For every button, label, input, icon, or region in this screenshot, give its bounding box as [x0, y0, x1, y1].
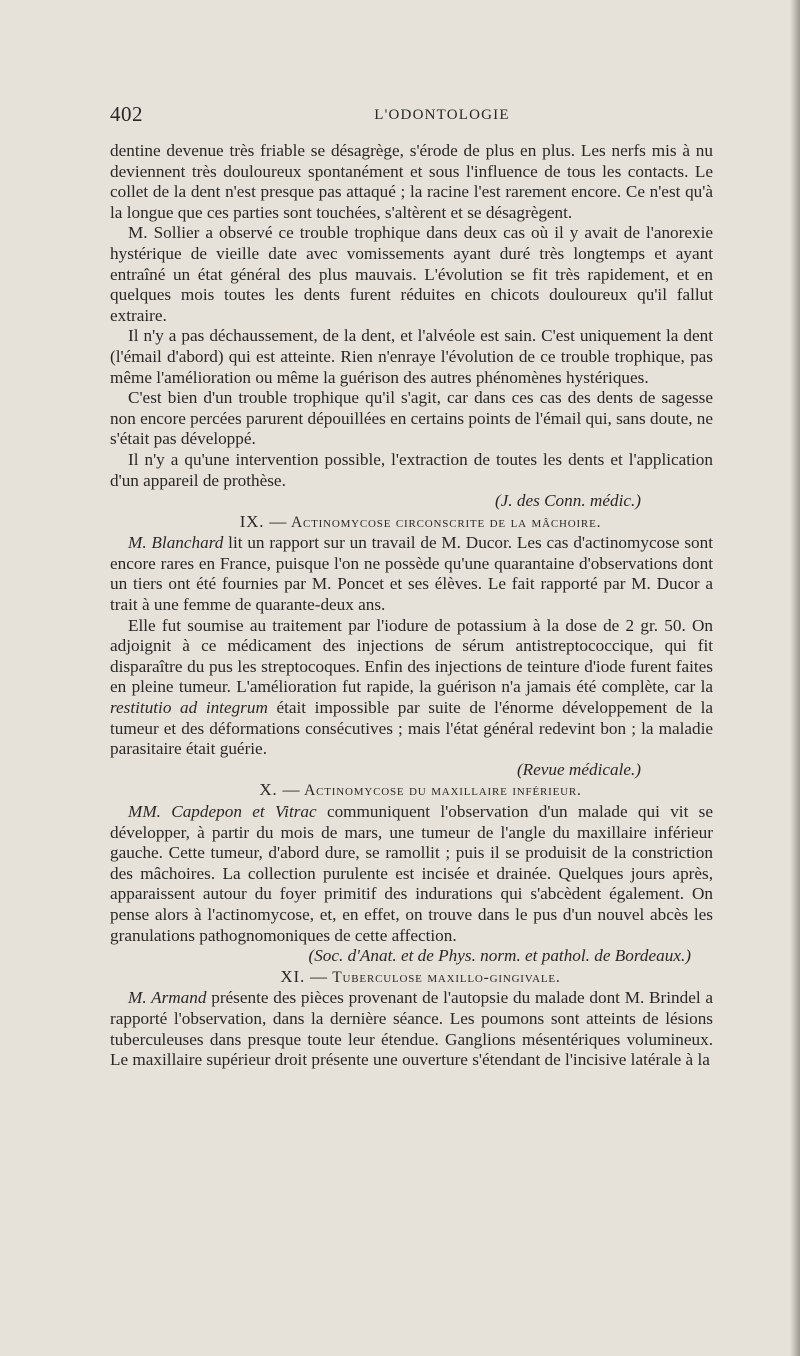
- section-heading-ix: [110, 512, 713, 534]
- section-title: Actinomycose du maxillaire inférieur.: [304, 782, 582, 800]
- section-number: IX. —: [239, 511, 288, 531]
- body-text: [110, 141, 713, 1071]
- section-heading-x: [110, 780, 713, 802]
- section-title: Actinomycose circonscrite de la mâchoire.: [291, 513, 602, 531]
- page-header: [110, 102, 714, 132]
- paragraph: [110, 616, 713, 760]
- paragraph: dentine devenue très friable se désagrège, s'érode de plus en plus. Les nerfs mis à nu deviennent très douloureux spontanément et sous l'influence de tous les contacts. Le collet de la dent n'est presque pas attaqué ; la racine l'est rarement encore. Ce n'est qu'à la longue que ces parties sont touchées, s'altèrent et se désagrègent.: [110, 141, 713, 222]
- section-heading-xi: [110, 967, 713, 989]
- page-number: 402: [110, 102, 143, 126]
- paragraph: [110, 802, 713, 946]
- paragraph-text: était impossible par suite de l'énorme développement de la tumeur et des déformations consécutives ; mais l'état général redevint bon ; la maladie parasitaire était guérie.: [110, 698, 713, 759]
- paragraph: C'est bien d'un trouble trophique qu'il s'agit, car dans ces cas des dents de sagesse non encore percées parurent dépouillées en certains points de l'émail qui, sans doute, ne s'était pas développé.: [110, 388, 714, 449]
- running-title: L'ODONTOLOGIE: [374, 107, 510, 123]
- paragraph-text: lit un rapport sur un travail de M. Ducor. Les cas d'actinomycose sont encore rares en France, puisque l'on ne possède qu'une quarantaine d'observations dont un tiers ont été fournies par M. Poncet et ses élèves. Le fait rapporté par M. Ducor a trait à une femme de quarante-deux ans.: [110, 533, 713, 615]
- paragraph: [110, 533, 713, 615]
- source-citation: (Revue médicale.): [516, 759, 641, 779]
- section-number: X. —: [259, 780, 301, 800]
- section-number: XI. —: [280, 966, 328, 986]
- author-name: M. Armand: [128, 988, 207, 1008]
- paragraph-text: présente des pièces provenant de l'autopsie du malade dont M. Brindel a rapporté l'observation, dans la dernière séance. Les poumons sont atteints de lésions tuberculeuses dans presque toute leur étendue. Ganglions mésentériques volumineux. Le maxillaire supérieur droit présente une ouverture s'étendant de l'incisive latérale à la: [110, 988, 713, 1070]
- paragraph: Il n'y a qu'une intervention possible, l'extraction de toutes les dents et l'application d'un appareil de prothèse.: [110, 449, 713, 490]
- author-name: M. Blanchard: [128, 533, 224, 553]
- source-citation: (Soc. d'Anat. et de Phys. norm. et pathol. de Bordeaux.): [308, 946, 691, 966]
- paragraph: Il n'y a pas déchaussement, de la dent, et l'alvéole est sain. C'est uniquement la dent (l'émail d'abord) qui est atteinte. Rien n'enraye l'évolution de ce trouble trophique, pas même l'amélioration ou même la guérison des autres phénomènes hystériques.: [110, 326, 713, 387]
- paragraph-text: Elle fut soumise au traitement par l'iodure de potassium à la dose de 2 gr. 50. On adjoignit à ce médicament des injections de sérum antistreptococcique, qui fit disparaître du pus les streptocoques. Enfin des injections de teinture d'iode furent faites en pleine tumeur. L'amélioration fut rapide, la guérison n'a jamais été complète, car la: [110, 615, 713, 697]
- author-name: MM. Capdepon et Vitrac: [128, 802, 317, 821]
- latin-phrase: restitutio ad integrum: [110, 698, 268, 718]
- paragraph-text: communiquent l'observation d'un malade qui vit se développer, à partir du mois de mars, une tumeur de l'angle du maxillaire inférieur gauche. Cette tumeur, d'abord dure, se ramollit ; puis il se produisit de la constriction des mâchoires. La collection purulente est incisée et drainée. Quelques jours après, apparaissent autour du foyer primitif des indurations qui s'abcèdent également. On pense alors à l'actinomycose, et, en effet, on trouve dans le pus d'un nouvel abcès les granulations pathognomoniques de cette affection.: [110, 802, 713, 945]
- page-edge-shadow: [790, 0, 800, 1356]
- paragraph: M. Sollier a observé ce trouble trophique dans deux cas où il y avait de l'anorexie hystérique de vieille date avec vomissements ayant duré très longtemps et ayant entraîné un état général des plus mauvais. L'évolution se fit très rapidement, et en quelques mois toutes les dents furent réduites en chicots douloureux qu'il fallut extraire.: [110, 223, 713, 325]
- section-title: Tuberculose maxillo-gingivale.: [332, 968, 561, 986]
- source-citation: (J. des Conn. médic.): [494, 491, 641, 511]
- paragraph: [110, 988, 713, 1070]
